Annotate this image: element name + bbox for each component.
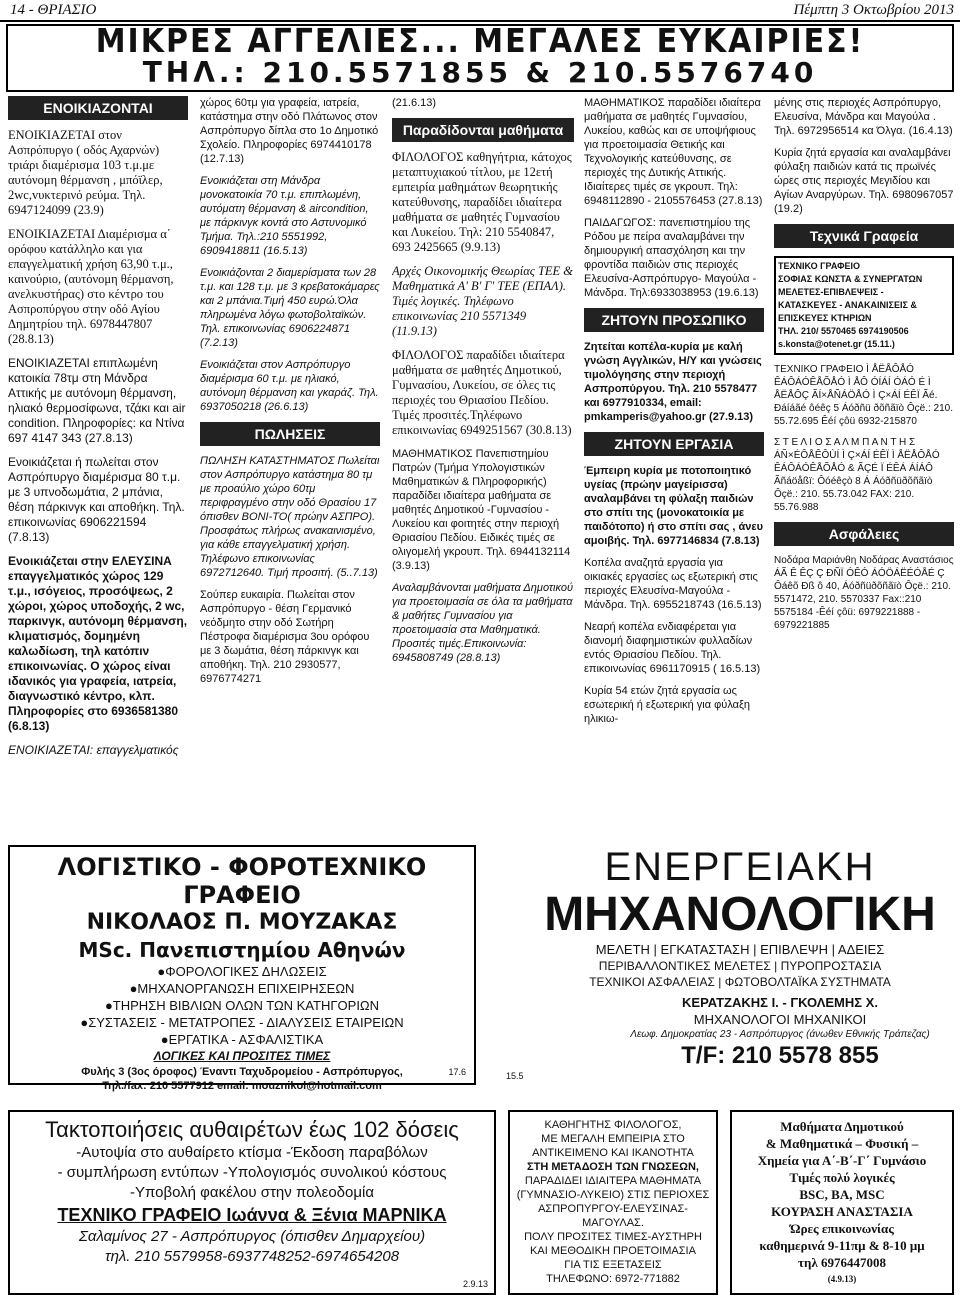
- ad-line: Χημεία για Α΄-Β΄-Γ΄ Γυμνάσιο: [757, 1153, 927, 1168]
- ad-line: ΤΗΛΕΦΩΝΟ: 6972-771882: [546, 1273, 680, 1285]
- permits-office-ad: [8, 1110, 496, 1295]
- ad-date: (21.6.13): [392, 97, 437, 109]
- ad-item: Ενοικιάζεται στον Ασπρόπυργο διαμέρισμα 60 τ.μ. με ηλιακό, αυτόνομη θέρμανση και γκαράζ. Τηλ. 6937050218 (26.6.13): [200, 359, 379, 413]
- ad-degree: MSc. Πανεπιστημίου Αθηνών: [78, 938, 406, 962]
- ad-line: καθημερινά 9-11πμ & 8-10 μμ: [759, 1238, 925, 1253]
- ad-item: Κυρία 54 ετών ζητά εργασία ως εσωτερική ή εξωτερική για φύλαξη ηλικιω-: [584, 685, 751, 725]
- ad-line: -Αυτοψία στο αυθαίρετο κτίσμα -Έκδοση παραβόλων: [76, 1144, 428, 1161]
- column-offices: [774, 96, 954, 841]
- ad-line: ΜΑΓΟΥΛΑΣ.: [582, 1217, 644, 1229]
- ad-line: & Μαθηματικά – Φυσική –: [765, 1136, 919, 1151]
- section-heading-rentals: ΕΝΟΙΚΙΑΖΟΝΤΑΙ: [8, 96, 188, 120]
- ad-title: ΛΟΓΙΣΤΙΚΟ - ΦΟΡΟΤΕΧΝΙΚΟ ΓΡΑΦΕΙΟ: [57, 853, 427, 909]
- ad-item: Σούπερ ευκαιρία. Πωλείται στον Ασπρόπυργο - θέση Γερμανικό νεόδμητο στην οδό Σωτήρη Πέστροφα διαμέρισμα 3ου ορόφου με 3 δωμάτια, θέση πάρκινγκ και αποθήκη. Τηλ. 210 2930577, 6976774271: [200, 589, 370, 685]
- ad-name: ΤΕΧΝΙΚΟ ΓΡΑΦΕΙΟ Ιωάννα & Ξένια ΜΑΡΝΙΚΑ: [57, 1205, 447, 1225]
- ad-owners: ΚΕΡΑΤΖΑΚΗΣ Ι. - ΓΚΟΛΕΜΗΣ Χ.: [682, 995, 878, 1010]
- ad-line: ΜΕ ΜΕΓΑΛΗ ΕΜΠΕΙΡΙΑ ΣΤΟ: [541, 1133, 685, 1145]
- office-ad: ΤΕΧΝΙΚΟ ΓΡΑΦΕΙΟ ΣΟΦΙΑΣ ΚΩΝΣΤΑ & ΣΥΝΕΡΓΑΤΩΝ ΜΕΛΕΤΕΣ-ΕΠΙΒΛΕΨΕΙΣ - ΚΑΤΑΣΚΕΥΕΣ - ΑΝΑΚΑΙΝΙΣΕΙΣ & ΕΠΙΣΚΕΥΕΣ ΚΤΗΡΙΩΝ ΤΗΛ. 210/ 5570465 6974190506 s.konsta@otenet.gr (15.11.): [774, 256, 954, 355]
- mechanical-engineering-ad: [486, 845, 954, 1085]
- ad-line: ΣΤΗ ΜΕΤΑΔΟΣΗ ΤΩΝ ΓΝΩΣΕΩΝ,: [527, 1161, 699, 1173]
- section-heading-seeking-work: ΖΗΤΟΥΝ ΕΡΓΑΣΙΑ: [584, 432, 764, 456]
- ad-services: ΤΕΧΝΙΚΟΙ ΑΣΦΑΛΕΙΑΣ | ΦΩΤΟΒΟΛΤΑΪΚΑ ΣΥΣΤΗΜΑΤΑ: [589, 975, 891, 989]
- ad-name: ΝΙΚΟΛΑΟΣ Π. ΜΟΥΖΑΚΑΣ: [86, 910, 398, 935]
- ad-item: ΠΑΙΔΑΓΩΓΟΣ: πανεπιστημίου της Ρόδου με πείρα αναλαμβάνει την δημιουργική απασχόληση και την φροντίδα παιδιών στις περιοχές Ελευσίνα-Ασπρόπυργο- Μαγούλα - Μάνδρα. Τηλ:6933038953 (19.6.13): [584, 217, 759, 299]
- service-item: ●ΤΗΡΗΣΗ ΒΙΒΛΙΩΝ ΟΛΩΝ ΤΩΝ ΚΑΤΗΓΟΡΙΩΝ: [104, 998, 380, 1013]
- ad-line: ΠΑΡΑΔΙΔΕΙ ΙΔΙΑΙΤΕΡΑ ΜΑΘΗΜΑΤΑ: [524, 1175, 702, 1187]
- ad-item: ΦΙΛΟΛΟΓΟΣ καθηγήτρια, κάτοχος μεταπτυχιακού τίτλου, με 12ετή εμπειρία μαθημάτων θεωρητικής κατεύθυνσης, παραδίδει ιδιαίτερα μαθήματα σε μαθητές Γυμνασίου και Λυκείου. Τηλ: 210 5540847, 693 2425665 (9.9.13): [392, 150, 572, 254]
- ad-code: 15.5: [506, 1071, 524, 1081]
- ad-item: ΕΝΟΙΚΙΑΖΕΤΑΙ Διαμέρισμα α΄ ορόφου κατάλληλο και για επαγγελματική χρήση 63,90 τ.μ., καινούριο, (αυτόνομη θέρμανση, ανελκυστήρας) στο κέντρο του Ασπρoπύργου στην οδό Αγίου Δημητρίου τηλ. 6978447807 (28.8.13): [8, 227, 174, 346]
- ad-item: Αρχές Οικονομικής Θεωρίας ΤΕΕ & Μαθηματικά Α' Β' Γ' ΤΕΕ (ΕΠΑΛ). Τιμές λογικές. Τηλέφωνο επικοινωνίας 210 5571349 (11.9.13): [392, 264, 574, 338]
- ad-item: χώρος 60τμ για γραφεία, ιατρεία, κατάστημα στην οδό Πλάτωνος στον Ασπρόπυργο δίπλα στο 1ο Δημοτικό Σχολείο. Πληροφορίες 6974410178 (12.7.13): [200, 97, 379, 165]
- ad-item: Ενοικιάζεται στην ΕΛΕΥΣΙΝΑ επαγγελματικός χώρος 129 τ.μ., ισόγειος, προσόψεως, 2 χώροι, χώρος υποδοχής, 2 wc, παρκινγκ, αυτόνομη θέρμανση, κλιματισμός, δομημένη καλωδίωση, τηλ κατόπιν επικοινωνίας. Ο χώρος είναι ιδανικός για γραφεία, ιατρεία, διαγνωστικό κέντρο, κλπ. Πληροφορίες στο 6936581380 (6.8.13): [8, 554, 188, 733]
- ad-services: ΜΕΛΕΤΗ | ΕΓΚΑΤΑΣΤΑΣΗ | ΕΠΙΒΛΕΨΗ | ΑΔΕΙΕΣ: [595, 942, 885, 957]
- ad-phones: τηλ. 210 5579958-6937748252-6974654208: [104, 1248, 400, 1265]
- ad-title: ΕΝΕΡΓΕΙΑΚΗ: [604, 845, 876, 889]
- ad-line: ΠΟΛΥ ΠΡΟΣΙΤΕΣ ΤΙΜΕΣ-ΑΥΣΤΗΡΗ: [524, 1231, 702, 1243]
- ad-profession: ΜΗΧΑΝΟΛΟΓΟΙ ΜΗΧΑΝΙΚΟΙ: [693, 1012, 867, 1027]
- section-heading-insurance: Ασφάλειες: [774, 522, 954, 546]
- banner-phones: ΤΗΛ.: 210.5571855 & 210.5576740: [142, 56, 818, 89]
- banner-title: ΜΙΚΡΕΣ ΑΓΓΕΛΙΕΣ... ΜΕΓΑΛΕΣ ΕΥΚΑΙΡΙΕΣ!: [95, 24, 865, 61]
- ad-line: ΑΝΤΙΚΕΙΜΕΝΟ ΚΑΙ ΙΚΑΝΟΤΗΤΑ: [532, 1147, 694, 1159]
- office-ad: Σ Τ Ε Λ Ι Ο Σ Α Λ Μ Π Α Ν Τ Η Σ ÁÑ×ÉÔÅÊÔÙÍ Ì Ç×ÁÍ ÉÊÏ Ì ÅËÅÔÅÓ ÊÁÔÁÓÊÅÕÅÓ & ÃÇÉ Ï ÉÊÁ ÁÍÁÔ Ãñáöåßï: Ôóéêçò 8 Á Áóðñüðõñãïò Ôçë.: 210. 55.73.042 FAX: 210. 55.76.988: [774, 437, 940, 513]
- ad-line: BSC, BA, MSC: [799, 1187, 885, 1202]
- ad-item: Αναλαμβάνονται μαθήματα Δημοτικού για προετοιμασία σε όλα τα μαθήματα & μαθήτες Γυμνασίου για προετοιμασία στα Μαθηματικά. Προσιτές τιμές.Επικοινωνία: 6945808749 (28.8.13): [392, 582, 573, 664]
- ad-item: Κοπέλα αναζητά εργασία για οικιακές εργασίες ως εξωτερική στις περιοχές Ελευσίνα-Μαγούλα - Μάνδρα. Τηλ. 6955218743 (16.5.13): [584, 557, 762, 611]
- ad-phone: T/F: 210 5578 855: [681, 1042, 879, 1069]
- section-heading-hiring: ΖΗΤΟΥΝ ΠΡΟΣΩΠΙΚΟ: [584, 308, 764, 332]
- ad-code: 17.6: [448, 1067, 466, 1077]
- ad-line: ΚΑΘΗΓΗΤΗΣ ΦΙΛΟΛΟΓΟΣ,: [544, 1119, 682, 1131]
- ad-line: (ΓΥΜΝΑΣΙΟ-ΛΥΚΕΙΟ) ΣΤΙΣ ΠΕΡΙΟΧΕΣ: [516, 1189, 710, 1201]
- classifieds-banner: [6, 24, 954, 92]
- ad-item: Έμπειρη κυρία με ποτοποιητικό υγείας (πρώην μαγείρισσα) αναλαμβάνει τη φύλαξη παιδιών στο σπίτι της (μονοκατοικία με παιδότοπο) ή στο σπίτι σας , άνευ αμοιβής. Τηλ. 6977146834 (7.8.13): [584, 465, 763, 547]
- ad-item: Κυρία ζητά εργασία και αναλαμβάνει φύλαξη παιδιών κατά τις πρωϊνές ώρες στις περιοχές Μεγιδίου και Αγίων Αναργύρων. Τηλ. 6980967057 (19.2): [774, 147, 954, 215]
- ad-line: ΑΣΠΡΟΠΥΡΓΟΥ-ΕΛΕΥΣΙΝΑΣ-: [538, 1203, 688, 1215]
- ad-address: Φυλής 3 (3ος όροφος) Έναντι Ταχυδρομείου - Ασπρόπυργος,: [81, 1066, 403, 1078]
- ad-line: Ώρες επικοινωνίας: [790, 1221, 894, 1236]
- ad-item: ΕΝΟΙΚΙΑΖΕΤΑΙ επιπλωμένη κατοικία 78τμ στη Μάνδρα Αττικής με αυτόνομη θέρμανση, ηλιακό θερμοσίφωνα, τζάκι και air condition. Πληροφορίες: κα Ντίνα 697 4147 343 (27.8.13): [8, 356, 186, 445]
- math-lessons-ad: [730, 1110, 954, 1295]
- philology-teacher-ad: [508, 1110, 718, 1295]
- service-item: ●ΣΥΣΤΑΣΕΙΣ - ΜΕΤΑΤΡΟΠΕΣ - ΔΙΑΛΥΣΕΙΣ ΕΤΑΙΡΕΙΩΝ: [80, 1015, 404, 1030]
- ad-item: Ενοικιάζονται 2 διαμερίσματα των 28 τ.μ. και 128 τ.μ. με 3 κρεβατοκάμαρες και 2 μπάνια.Τιμή 450 ευρώ.Όλα πληρωμένα λόγω φωτοβολταϊκών. Τηλ. επικοινωνίας 6906224871 (7.2.13): [200, 267, 380, 349]
- ad-title-main: ΜΗΧΑΝΟΛΟΓΙΚΗ: [544, 888, 936, 941]
- ad-address: Σαλαμίνος 27 - Ασπρόπυργος (όπισθεν Δημαρχείου): [78, 1228, 426, 1245]
- ad-item: Νεαρή κοπέλα ενδιαφέρεται για διανομή διαφημιστικών φυλλαδίων εντός Θριασίου Πεδίου. Τηλ. επικοινωνίας 6961170915 ( 16.5.13): [584, 621, 761, 675]
- ad-item: μένης στις περιοχές Ασπρόπυργο, Ελευσίνα, Μάνδρα και Μαγούλα . Τηλ. 6972956514 κα Όλγα. (16.4.13): [774, 97, 953, 137]
- service-item: ●ΕΡΓΑΤΙΚΑ - ΑΣΦΑΛΙΣΤΙΚΑ: [160, 1032, 324, 1047]
- ad-line: - συμπλήρωση εντύπων -Υπολογισμός συνολικού κόστους: [57, 1164, 447, 1181]
- service-item: ●ΦΟΡΟΛΟΓΙΚΕΣ ΔΗΛΩΣΕΙΣ: [157, 964, 327, 979]
- page-header: [0, 0, 960, 22]
- issue-date: Πέμπτη 3 Οκτωβρίου 2013: [793, 2, 954, 18]
- ad-item: ΦΙΛΟΛΟΓΟΣ παραδίδει ιδιαίτερα μαθήματα σε μαθητές Δημοτικού, Γυμνασίου, Λυκείου, σε όλες τις περιοχές του Θριασίου Πεδίου. Τιμές προσιτές.Τηλέφωνο επικοινωνίας 6949251567 (30.8.13): [392, 348, 572, 437]
- section-heading-lessons: Παραδίδονται μαθήματα: [392, 118, 574, 142]
- ad-services: ΠΕΡΙΒΑΛΛΟΝΤΙΚΕΣ ΜΕΛΕΤΕΣ | ΠΥΡΟΠΡΟΣΤΑΣΙΑ: [598, 959, 882, 973]
- section-heading-sales: ΠΩΛΗΣΕΙΣ: [200, 422, 380, 446]
- accounting-office-ad: [8, 845, 476, 1092]
- ad-item: ΜΑΘΗΜΑΤΙΚΟΣ Πανεπιστημίου Πατρών (Τμήμα Υπολογιστικών Μαθηματικών & Πληροφορικής) παραδίδει ιδιαίτερα μαθήματα σε μαθητές Δημοτικού -Γυμνασίου - Λυκείου και φοιτητές στην περιοχή Θριασίου Πεδίου. Ειδικές τιμές σε ολιγομελή γκρουπ. Τηλ. 6944132114 (3.9.13): [392, 448, 571, 572]
- ad-item: ΕΝΟΙΚΙΑΖΕΤΑΙ: επαγγελματικός: [8, 743, 179, 757]
- service-item: ●ΜΗΧΑΝΟΡΓΑΝΩΣΗ ΕΠΙΧΕΙΡΗΣΕΩΝ: [129, 981, 355, 996]
- ad-code: 2.9.13: [462, 1279, 488, 1289]
- page-number: 14 - ΘΡΙΑΣΙΟ: [10, 2, 97, 18]
- ad-line: Μαθήματα Δημοτικού: [780, 1119, 904, 1134]
- column-lessons: [392, 96, 574, 841]
- office-ad: ΤΕΧΝΙΚΟ ΓΡΑΦΕΙΟ Ì ÅËÅÔÅÓ ÊÁÔÁÓÊÅÕÅÓ Ì ÅÔ ÓÍÁÍ ÓÁÓ É Ì ÅËÅÔÇ ÃÍ×ÅÑÁÖÅÓ Ì Ç×ÁÍ ÉÊÏ Ãé. Ðáíáãé ôéêç 5 Áóðñü ðõñãïò Ôçë.: 210. 55.72.695 Êéí çôü 6932-215870: [774, 364, 954, 427]
- ad-address: Λεωφ. Δημοκρατίας 23 - Ασπρόπυργος (άνωθεν Εθνικής Τράπεζας): [630, 1029, 930, 1040]
- ad-line: Τιμές πολύ λογικές: [789, 1170, 895, 1185]
- ad-item: ΜΑΘΗΜΑΤΙΚΟΣ παραδίδει ιδιαίτερα μαθήματα σε μαθητές Γυμνασίου, Λυκείου, καθώς και σε υποψήφιους για προετοιμασία Θετικής και Τεχνολογικής κατεύθυνσης, σε περιοχές της Δυτικής Αττικής. Ιδιαίτερες τιμές σε γκρουπ. Τηλ: 6948112890 - 2105576453 (27.8.13): [584, 97, 763, 207]
- ad-item: Ζητείται κοπέλα-κυρία με καλή γνώση Αγγλικών, Η/Υ και γνώσεις τιμολόγησης στην περιοχή Ασπροπύργου. Τηλ. 210 5578477 και 6977910334, email: pmkamperis@yahoo.gr (27.9.13): [584, 341, 762, 423]
- ad-contact: Τηλ./fax: 210 5577912 email: mouznikol@hotmail.com: [102, 1080, 382, 1092]
- insurance-ad: Νοδάρα Μαριάνθη Νοδάρας Αναστάσιος ÁÃ Ê ÊÇ Ç ÐÑÏ ÓÊÓ ÁÓÖÁËÉÓÅÉ Ç Ôáêõ Ðß ô 40, Áóðñüðõñãïò Ôçë.: 210. 5571472, 210. 5570337 Fax::210 5575184 -Êéí çôü: 6979221888 - 6979221885: [774, 555, 954, 631]
- ad-line: ΓΙΑ ΤΙΣ ΕΞΕΤΑΣΕΙΣ: [564, 1259, 662, 1271]
- ad-line: ΚΑΙ ΜΕΘΟΔΙΚΗ ΠΡΟΕΤΟΙΜΑΣΙΑ: [530, 1245, 696, 1257]
- ad-line: -Υποβολή φακέλου στην πολεοδομία: [130, 1184, 374, 1201]
- ad-item: ΠΩΛΗΣΗ ΚΑΤΑΣΤΗΜΑΤΟΣ Πωλείται στον Ασπρόπυργο κατάστημα 80 τμ με προαύλιο χώρο 60τμ περιφραγμένο στην οδό Θρασίου 17 όπισθεν BONI-TO( πρώην ΑΣΠΡΟ). Προσφάτως πλήρως ανακαινισμένο, για κάθε επαγγελματική χρήση. Τηλέφωνο επικοινωνίας 6972712640. Τιμή προσιτή. (5..7.13): [200, 455, 380, 579]
- ad-slogan: ΛΟΓΙΚΕΣ ΚΑΙ ΠΡΟΣΙΤΕΣ ΤΙΜΕΣ: [153, 1049, 331, 1063]
- column-jobs: [584, 96, 764, 841]
- ad-line: τηλ 6976447008: [797, 1255, 886, 1270]
- ad-code: (4.9.13): [827, 1274, 857, 1284]
- column-rentals: [8, 96, 188, 841]
- section-heading-offices: Τεχνικά Γραφεία: [774, 224, 954, 248]
- ad-title: Τακτοποιήσεις αυθαιρέτων έως 102 δόσεις: [45, 1117, 459, 1142]
- ad-item: Ενοικιάζεται ή πωλείται στον Ασπρόπυργο διαμέρισμα 80 τ.μ. με 3 υπνοδωμάτια, 2 μπάνια, θέση πάρκινγκ και αποθήκη. Τηλ. επικοινωνίας 6906221594 (7.8.13): [8, 455, 185, 544]
- column-rentals-sales: [200, 96, 380, 841]
- ad-item: Ενοικιάζεται στη Μάνδρα μονοκατοικία 70 τ.μ. επιπλωμένη, αυτόματη θέρμανση & aircondition, με πάρκινγκ κοντά στο Αστυνομικό Τμήμα. Τηλ.:210 5551992, 6909418811 (16.5.13): [200, 175, 369, 257]
- ad-line: ΚΟΥΡΑΣΗ ΑΝΑΣΤΑΣΙΑ: [771, 1204, 913, 1219]
- ad-item: ΕΝΟΙΚΙΑΖΕΤΑΙ στον Ασπρόπυργο ( οδός Αχαρνών) τριάρι διαμέρισμα 103 τ.μ.με αυτόνομη θέρμανση , μπόϊλερ, 2wc,vυκτερινό ρεύμα. Τηλ. 6947124099 (23.9): [8, 128, 163, 217]
